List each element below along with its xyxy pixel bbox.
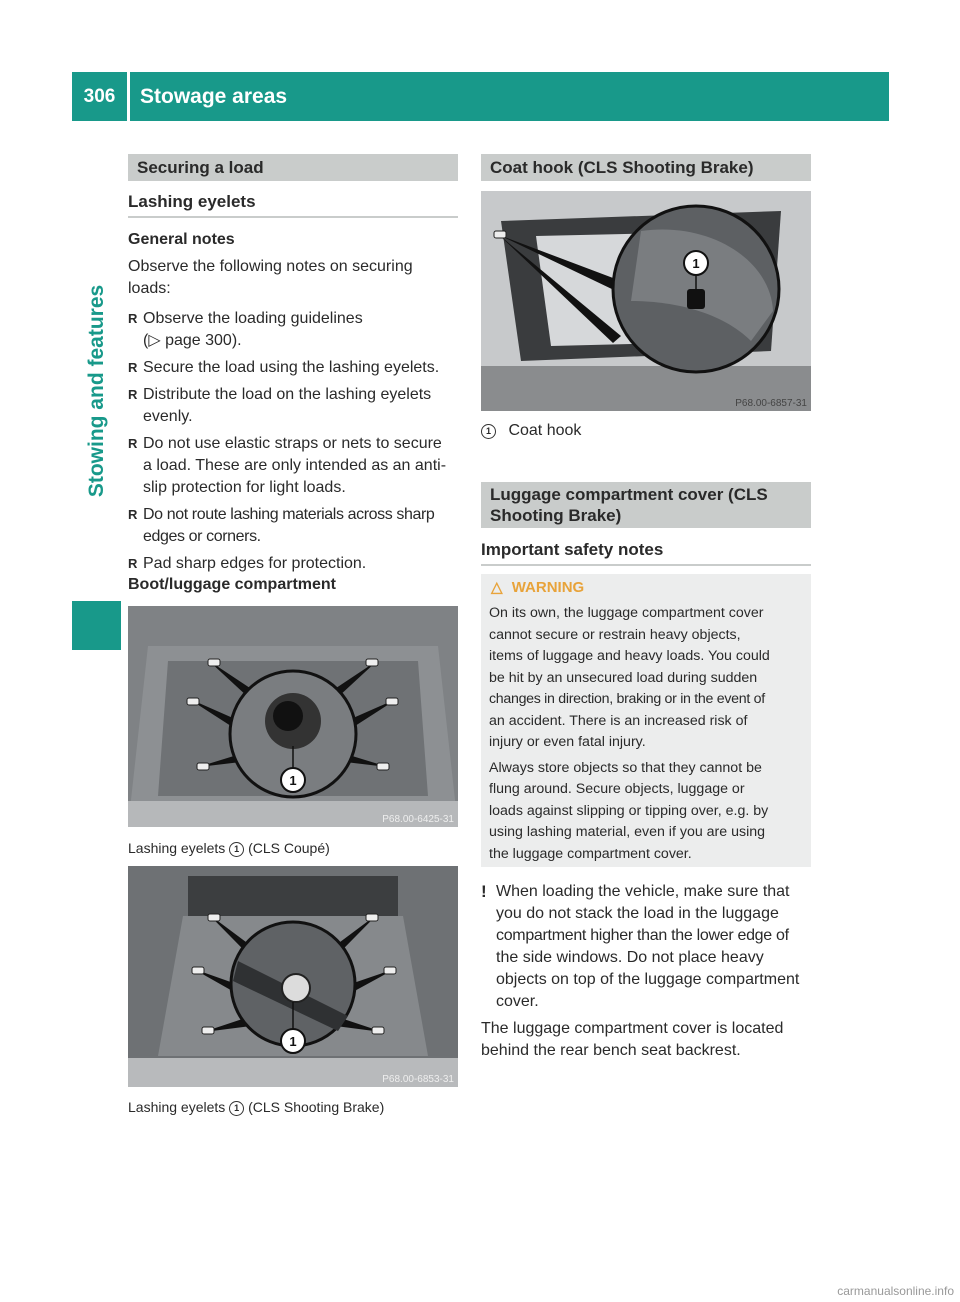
list-item	[128, 553, 468, 575]
warning-triangle-icon: △	[491, 579, 503, 596]
chapter-label	[72, 121, 121, 661]
caption-text: Lashing eyelets	[128, 840, 226, 856]
warning-line: loads against slipping or tipping over, e.g. by	[489, 802, 769, 819]
chapter-tab	[72, 601, 121, 650]
callout-number: 1	[229, 842, 244, 857]
callout-number: 1	[481, 424, 496, 439]
list-line: (▷ page 300).	[143, 332, 242, 349]
chapter-text: Stowing and features	[84, 284, 108, 498]
intro-text	[128, 256, 468, 300]
cover-title-line: Luggage compartment cover (CLS	[490, 485, 768, 504]
list-line: edges or corners.	[143, 528, 261, 545]
warning-line: changes in direction, braking or in the event of	[489, 691, 765, 707]
legend-text: Coat hook	[508, 422, 582, 439]
page-number: 306	[83, 86, 116, 107]
intro-line: Observe the following notes on securing	[128, 258, 413, 275]
caption-text: Lashing eyelets	[128, 1099, 226, 1115]
lashing-eyelets-coupe-image	[128, 606, 458, 827]
cover-title	[481, 482, 811, 528]
boot-illustration	[128, 606, 458, 827]
callout-1: 1	[289, 773, 297, 788]
caption-coupe	[128, 838, 330, 858]
warning-header	[491, 578, 584, 596]
coat-hook-title: Coat hook (CLS Shooting Brake)	[481, 154, 811, 181]
note-line: objects on top of the luggage compartment	[496, 971, 800, 988]
callout-1: 1	[289, 1034, 297, 1049]
image-code: P68.00-6857-31	[735, 398, 807, 409]
list-item	[128, 357, 468, 379]
closing-text	[481, 1018, 816, 1062]
tailgate-illustration	[481, 191, 811, 411]
warning-line: be hit by an unsecured load during sudden	[489, 669, 758, 686]
list-line: R Pad sharp edges for protection.	[143, 555, 367, 572]
note-line: When loading the vehicle, make sure that	[496, 883, 790, 900]
image-code: P68.00-6425-31	[382, 814, 454, 825]
section-title: Securing a load	[128, 154, 458, 181]
list-line: evenly.	[143, 408, 193, 425]
warning-line: items of luggage and heavy loads. You could	[489, 648, 770, 664]
warning-line: On its own, the luggage compartment cover	[489, 605, 764, 621]
intro-line: loads:	[128, 280, 171, 297]
note-line: the side windows. Do not place heavy	[496, 949, 764, 966]
closing-line: behind the rear bench seat backrest.	[481, 1042, 741, 1059]
callout-1: 1	[692, 256, 700, 271]
note-line: cover.	[496, 993, 539, 1010]
caption-shooting-brake	[128, 1097, 384, 1117]
list-line: a load. These are only intended as an anti-	[143, 457, 447, 474]
coat-hook-image	[481, 191, 811, 411]
list-item	[128, 308, 468, 352]
list-line: R Do not use elastic straps or nets to secure	[143, 435, 442, 452]
divider	[481, 564, 811, 566]
closing-line: The luggage compartment cover is located	[481, 1020, 784, 1037]
subsection-title: Lashing eyelets	[128, 192, 256, 211]
boot-illustration	[128, 866, 458, 1087]
note-line: you do not stack the load in the luggage	[496, 905, 779, 922]
list-line: R Distribute the load on the lashing eyelets	[143, 386, 432, 403]
boot-heading: Boot/luggage compartment	[128, 576, 337, 593]
warning-line: an accident. There is an increased risk of	[489, 712, 748, 729]
warning-box	[481, 574, 811, 867]
caption-text: (CLS Coupé)	[248, 840, 330, 856]
note-block	[481, 881, 816, 1013]
page-title: Stowage areas	[140, 85, 288, 108]
list-line: R Observe the loading guidelines	[143, 310, 363, 327]
general-notes-heading: General notes	[128, 231, 235, 248]
warning-line: the luggage compartment cover.	[489, 845, 692, 862]
note-exclamation-icon: !	[481, 882, 487, 901]
warning-text	[489, 603, 811, 865]
warning-line: injury or even fatal injury.	[489, 734, 646, 750]
notes-list	[128, 308, 468, 575]
list-item	[128, 384, 468, 428]
warning-line: cannot secure or restrain heavy objects,	[489, 626, 741, 643]
warning-line: using lashing material, even if you are using	[489, 824, 766, 840]
coat-hook-legend	[481, 420, 581, 442]
list-line: R Do not route lashing materials across sharp	[143, 506, 435, 523]
warning-line: Always store objects so that they cannot be	[489, 759, 762, 776]
image-code: P68.00-6853-31	[382, 1074, 454, 1085]
header-divider	[127, 72, 130, 121]
warning-line: flung around. Secure objects, luggage or	[489, 781, 745, 797]
safety-heading: Important safety notes	[481, 540, 664, 559]
list-item	[128, 433, 468, 499]
cover-title-line: Shooting Brake)	[490, 506, 622, 525]
lashing-eyelets-shooting-brake-image	[128, 866, 458, 1087]
caption-text: (CLS Shooting Brake)	[248, 1099, 385, 1115]
footer-watermark: carmanualsonline.info	[837, 1284, 954, 1298]
divider	[128, 216, 458, 218]
warning-label: WARNING	[511, 579, 585, 596]
list-line: R Secure the load using the lashing eyelets.	[143, 359, 440, 376]
callout-number: 1	[229, 1101, 244, 1116]
list-item	[128, 504, 468, 548]
list-line: slip protection for light loads.	[143, 479, 346, 496]
note-line: compartment higher than the lower edge of	[496, 927, 789, 944]
